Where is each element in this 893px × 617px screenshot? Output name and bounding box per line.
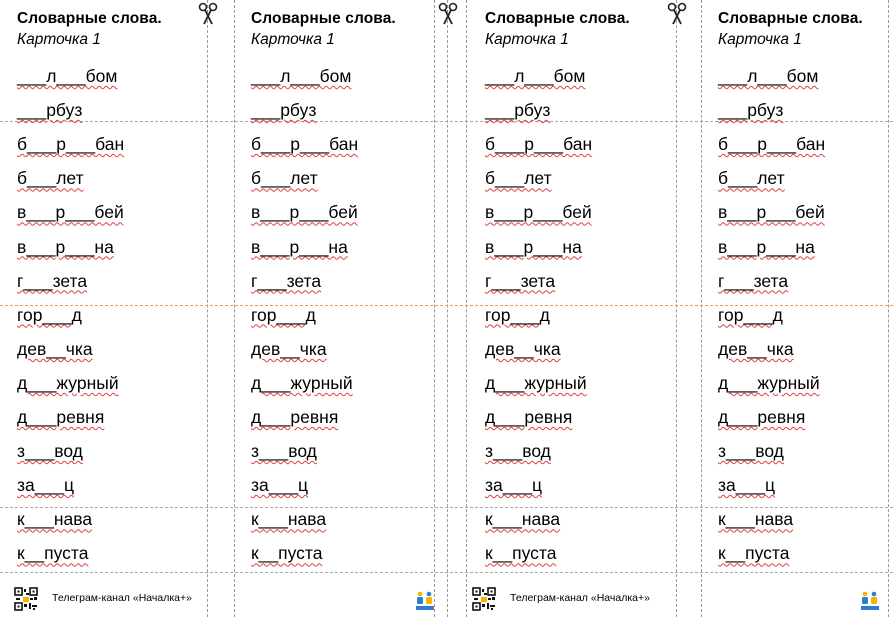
- dictionary-word: д___ревня: [485, 407, 573, 427]
- card-subtitle: Карточка 1: [17, 31, 101, 48]
- dictionary-word: з___вод: [718, 441, 784, 462]
- dictionary-word: г___зета: [17, 270, 88, 291]
- word-card: [468, 0, 701, 617]
- qr-code-icon: [14, 587, 38, 611]
- dictionary-word: в___р___на: [718, 236, 815, 257]
- dictionary-word: дев__чка: [17, 338, 93, 359]
- word-card: [701, 0, 893, 617]
- dictionary-word: ___рбуз: [718, 100, 784, 121]
- dictionary-word: за___ц: [17, 475, 74, 496]
- dictionary-word: д___журный: [485, 372, 587, 393]
- footer-telegram-text: Телеграм-канал «Началка+»: [52, 592, 192, 604]
- nachalka-logo-icon: [859, 590, 881, 612]
- dictionary-word: к___нава: [17, 509, 93, 530]
- card-subtitle: Карточка 1: [485, 31, 569, 48]
- dictionary-word: ___рбуз: [17, 100, 83, 121]
- dictionary-word: к___нава: [718, 509, 794, 530]
- dictionary-word: дев__чка: [251, 338, 327, 359]
- dictionary-word: д___журный: [17, 372, 119, 393]
- dictionary-word: в___р___на: [251, 236, 348, 257]
- dictionary-word: з___вод: [485, 441, 551, 462]
- dictionary-word: в___р___бей: [485, 202, 592, 223]
- dictionary-word: г___зета: [485, 270, 556, 291]
- dictionary-word: к___нава: [485, 509, 561, 530]
- dictionary-word: дев__чка: [718, 338, 794, 359]
- dictionary-word: г___зета: [251, 270, 322, 291]
- card-title: Словарные слова.: [718, 10, 863, 27]
- dictionary-word: д___журный: [251, 372, 353, 393]
- dictionary-word: з___вод: [17, 441, 83, 462]
- dictionary-word: ___рбуз: [251, 100, 317, 121]
- dictionary-word: в___р___на: [17, 236, 114, 257]
- dictionary-word: гор___д: [251, 304, 316, 325]
- dictionary-word: в___р___бей: [251, 202, 358, 223]
- dictionary-word: ___л___бом: [17, 66, 118, 86]
- dictionary-word: б___лет: [17, 168, 84, 189]
- dictionary-word: в___р___бей: [17, 202, 124, 223]
- card-title: Словарные слова.: [251, 10, 396, 27]
- dictionary-word: б___р___бан: [251, 134, 359, 155]
- dictionary-word: гор___д: [718, 304, 783, 325]
- dictionary-word: б___лет: [718, 168, 785, 189]
- dictionary-word: ___л___бом: [718, 66, 819, 86]
- dictionary-word: б___р___бан: [485, 134, 593, 155]
- footer-telegram-text: Телеграм-канал «Началка+»: [510, 592, 650, 604]
- dictionary-word: б___лет: [251, 168, 318, 189]
- dictionary-word: к__пуста: [718, 543, 790, 564]
- dictionary-word: в___р___бей: [718, 202, 825, 223]
- dictionary-word: д___ревня: [251, 407, 339, 427]
- qr-code-icon: [472, 587, 496, 611]
- dictionary-word: ___рбуз: [485, 100, 551, 121]
- word-card: [0, 0, 233, 617]
- word-card: [234, 0, 467, 617]
- dictionary-word: д___ревня: [718, 407, 806, 427]
- dictionary-word: дев__чка: [485, 338, 561, 359]
- dictionary-word: б___р___бан: [17, 134, 125, 155]
- dictionary-word: б___р___бан: [718, 134, 826, 155]
- dictionary-word: ___л___бом: [251, 66, 352, 86]
- dictionary-word: гор___д: [485, 304, 550, 325]
- dictionary-word: за___ц: [485, 475, 542, 496]
- nachalka-logo-icon: [414, 590, 436, 612]
- card-subtitle: Карточка 1: [718, 31, 802, 48]
- card-title: Словарные слова.: [485, 10, 630, 27]
- dictionary-word: д___журный: [718, 372, 820, 393]
- dictionary-word: к__пуста: [251, 543, 323, 564]
- dictionary-word: к__пуста: [485, 543, 557, 564]
- dictionary-word: ___л___бом: [485, 66, 586, 86]
- card-title: Словарные слова.: [17, 10, 162, 27]
- card-subtitle: Карточка 1: [251, 31, 335, 48]
- dictionary-word: за___ц: [251, 475, 308, 496]
- dictionary-word: д___ревня: [17, 407, 105, 427]
- dictionary-word: за___ц: [718, 475, 775, 496]
- dictionary-word: з___вод: [251, 441, 317, 462]
- dictionary-word: г___зета: [718, 270, 789, 291]
- dictionary-word: в___р___на: [485, 236, 582, 257]
- dictionary-word: гор___д: [17, 304, 82, 325]
- dictionary-word: б___лет: [485, 168, 552, 189]
- dictionary-word: к___нава: [251, 509, 327, 530]
- dictionary-word: к__пуста: [17, 543, 89, 564]
